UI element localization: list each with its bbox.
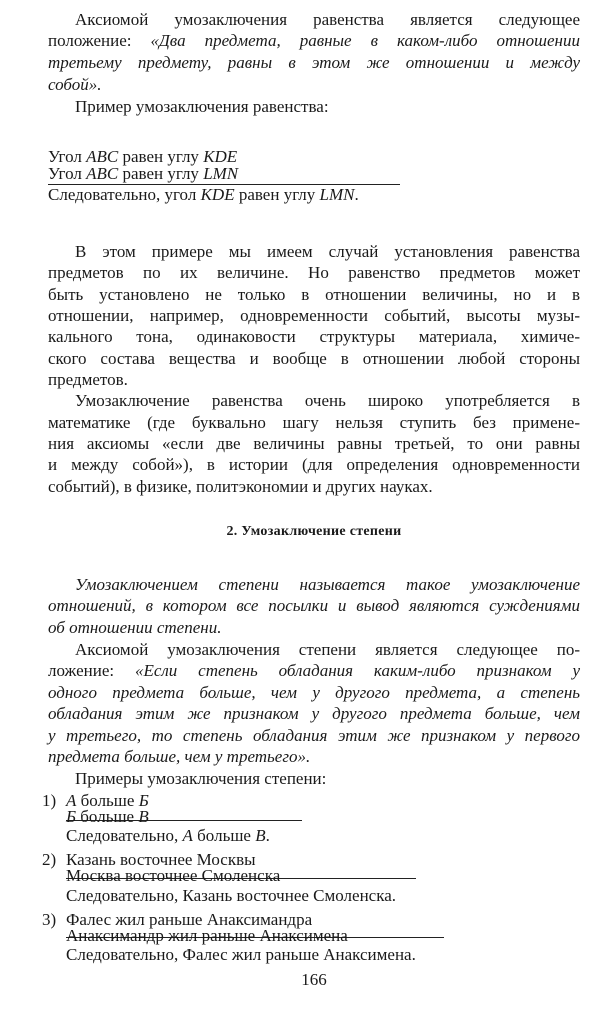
text-line bbox=[48, 164, 448, 184]
italic-text: В bbox=[255, 826, 266, 845]
text-segment: равен углу bbox=[234, 185, 320, 204]
text-line bbox=[48, 285, 580, 305]
section-heading bbox=[48, 520, 580, 540]
text-line bbox=[75, 10, 580, 30]
text-segment: больше bbox=[192, 826, 256, 845]
text-line bbox=[48, 704, 580, 724]
italic-text: ABC bbox=[86, 164, 119, 183]
italic-text: Умозаключением степени называется такое умозаключение bbox=[75, 575, 580, 594]
text-segment: Следовательно, Казань восточнее Смоленска. bbox=[66, 886, 397, 905]
italic-text: отношений, в котором все посылки и вывод являются суждениями bbox=[48, 596, 580, 615]
text-segment: Умозаключение равенства очень широко употребляется в bbox=[75, 391, 580, 410]
text-segment: Фалес жил раньше Анаксимандра bbox=[66, 910, 313, 929]
text-segment: Следовательно, Фалес жил раньше Анаксимена. bbox=[66, 945, 416, 964]
text-segment: и между собой»), в истории (для определения одновременности bbox=[48, 455, 580, 474]
text-segment: больше bbox=[76, 791, 139, 810]
text-line bbox=[48, 306, 580, 326]
text-segment: 1) bbox=[42, 791, 57, 810]
text-line bbox=[75, 640, 580, 660]
text-line bbox=[66, 886, 486, 906]
text-line bbox=[66, 807, 466, 827]
text-segment: отношении, например, одновременности событий, высоты музы- bbox=[48, 306, 580, 325]
text-segment: ского состава вещества и вообще в отношении любой стороны bbox=[48, 349, 580, 368]
italic-text: LMN bbox=[203, 164, 239, 183]
text-segment: Аксиомой умозаключения степени является следующее по- bbox=[75, 640, 580, 659]
text-segment: . bbox=[265, 826, 270, 845]
text-line bbox=[48, 185, 448, 205]
italic-text: об отношении степени. bbox=[48, 618, 222, 637]
example-number bbox=[42, 791, 66, 811]
italic-text: предмета больше, чем у третьего». bbox=[48, 747, 311, 766]
text-segment: 166 bbox=[301, 970, 327, 989]
italic-text: А bbox=[182, 826, 193, 845]
text-segment: кального тона, одинаковости структуры материала, химиче- bbox=[48, 327, 580, 346]
text-line bbox=[48, 53, 580, 73]
text-line bbox=[75, 575, 580, 595]
text-segment: Следовательно, угол bbox=[48, 185, 201, 204]
text-segment: больше bbox=[76, 807, 139, 826]
text-segment: Аксиомой умозаключения равенства является следующее bbox=[75, 10, 580, 29]
italic-text: «Если степень обладания каким-либо признаком у bbox=[134, 661, 580, 680]
text-line bbox=[66, 826, 466, 846]
text-line bbox=[48, 75, 580, 95]
text-line bbox=[48, 455, 580, 475]
text-segment: 3) bbox=[42, 910, 57, 929]
text-segment: равен углу bbox=[118, 164, 204, 183]
examples-intro bbox=[75, 769, 580, 789]
text-segment: Москва восточнее Смоленска bbox=[66, 866, 281, 885]
text-segment: 2) bbox=[42, 850, 57, 869]
text-line bbox=[75, 391, 580, 411]
text-segment: Примеры умозаключения степени: bbox=[75, 769, 327, 788]
text-line bbox=[48, 370, 580, 390]
text-segment: быть установлено не только в отношении величины, но и в bbox=[48, 285, 580, 304]
text-segment: 2. Умозаключение степени bbox=[226, 524, 402, 539]
text-segment: В этом примере мы имеем случай установления равенства bbox=[75, 242, 580, 261]
text-line bbox=[48, 349, 580, 369]
italic-text: третьему предмету, равны в этом же отношении и между bbox=[48, 53, 580, 72]
text-segment: математике (где буквально шагу нельзя ступить без примене- bbox=[48, 413, 580, 432]
text-segment: Пример умозаключения равенства: bbox=[75, 97, 329, 116]
text-segment: ложение: bbox=[48, 661, 135, 680]
text-line bbox=[48, 726, 580, 746]
text-segment: Угол bbox=[48, 164, 87, 183]
italic-text: «Два предмета, равные в каком-либо отношении bbox=[150, 31, 580, 50]
text-segment: событий), в физике, политэкономии и других науках. bbox=[48, 477, 433, 496]
text-segment: Угол bbox=[48, 147, 87, 166]
italic-text: А bbox=[66, 791, 77, 810]
text-line bbox=[48, 263, 580, 283]
text-line bbox=[48, 661, 580, 681]
italic-text: ABC bbox=[86, 147, 119, 166]
text-line bbox=[48, 31, 580, 51]
italic-text: Б bbox=[66, 807, 77, 826]
text-line bbox=[48, 618, 580, 638]
italic-text: собой». bbox=[48, 75, 102, 94]
italic-text: у третьего, то степень обладания этим же признаком у первого bbox=[48, 726, 580, 745]
example-number bbox=[42, 910, 66, 930]
italic-text: обладания этим же признаком у другого предмета больше, чем bbox=[48, 704, 580, 723]
text-segment: Следовательно, bbox=[66, 826, 183, 845]
text-line bbox=[66, 926, 486, 946]
text-line bbox=[48, 477, 580, 497]
page-number bbox=[48, 970, 580, 990]
italic-text: Б bbox=[138, 791, 149, 810]
italic-text: одного предмета больше, чем у другого предмета, а степень bbox=[48, 683, 580, 702]
text-line bbox=[66, 945, 486, 965]
text-segment: ния аксиомы «если две величины равны третьей, то они равны bbox=[48, 434, 580, 453]
text-segment: . bbox=[354, 185, 359, 204]
text-segment: Анаксимандр жил раньше Анаксимена bbox=[66, 926, 348, 945]
text-line bbox=[48, 413, 580, 433]
text-segment: равен углу bbox=[118, 147, 204, 166]
text-segment: положение: bbox=[48, 31, 151, 50]
text-line bbox=[48, 327, 580, 347]
text-segment: предметов по их величине. Но равенство предметов может bbox=[48, 263, 580, 282]
text-line bbox=[48, 683, 580, 703]
italic-text: LMN bbox=[319, 185, 355, 204]
example-number bbox=[42, 850, 66, 870]
text-segment: Казань восточнее Москвы bbox=[66, 850, 256, 869]
italic-text: В bbox=[138, 807, 149, 826]
example-intro bbox=[75, 97, 580, 117]
text-line bbox=[48, 434, 580, 454]
italic-text: KDE bbox=[203, 147, 238, 166]
text-line bbox=[48, 596, 580, 616]
text-segment: предметов. bbox=[48, 370, 128, 389]
text-line bbox=[48, 747, 580, 767]
text-line bbox=[66, 866, 466, 886]
italic-text: KDE bbox=[200, 185, 235, 204]
text-line bbox=[75, 242, 580, 262]
